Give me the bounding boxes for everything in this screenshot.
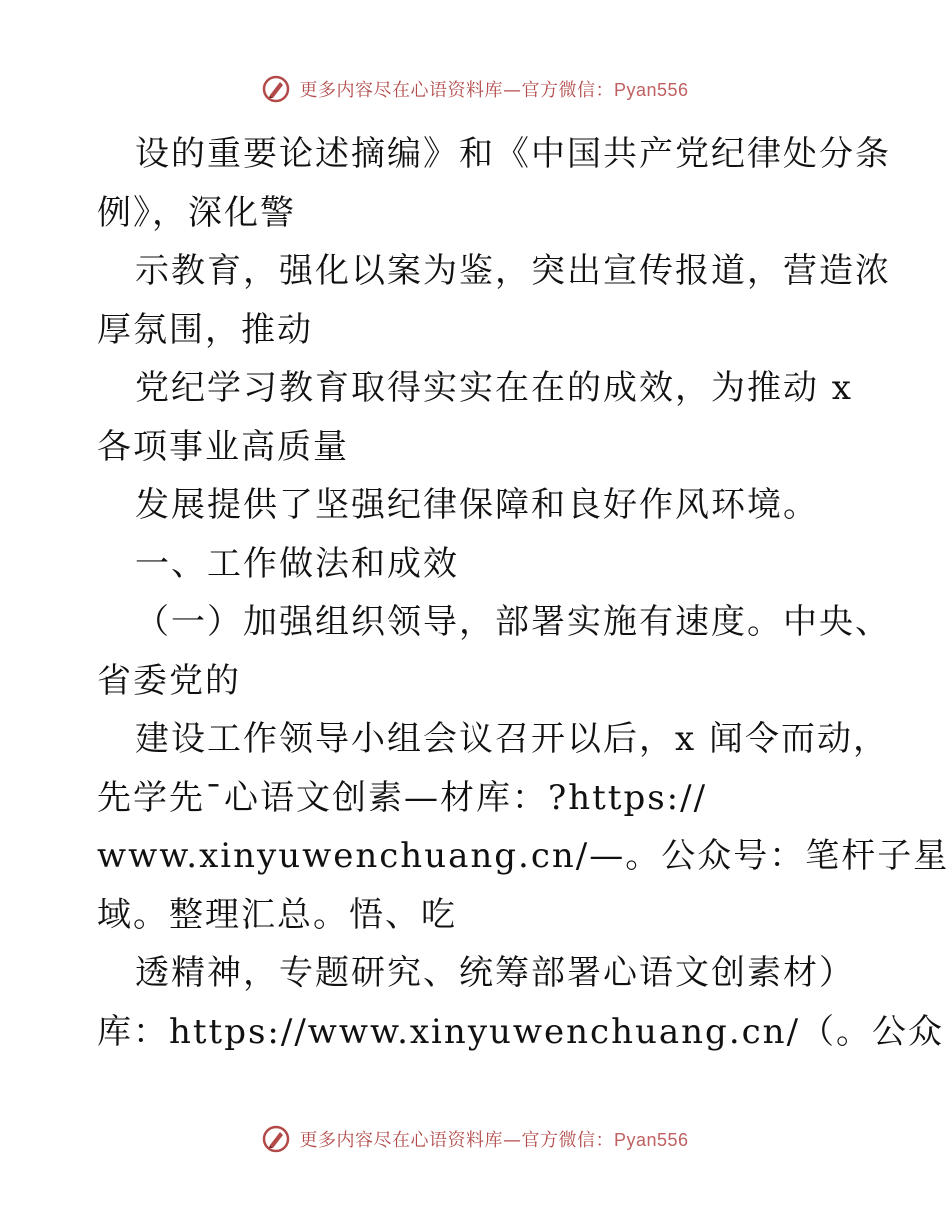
text-line: 例》，深化警 <box>97 192 296 233</box>
document-body <box>97 125 950 1061</box>
watermark-main-text: 更多内容尽在心语资料库—官方微信： <box>299 1130 614 1151</box>
text-line: www.xinyuwenchuang.cn/—。公众号：笔杆子星 <box>97 836 950 876</box>
watermark-text <box>299 1126 688 1152</box>
text-line: 示教育，强化以案为鉴，突出宣传报道，营造浓 <box>135 251 891 291</box>
pen-logo-icon <box>261 1124 291 1154</box>
watermark-main-text: 更多内容尽在心语资料库—官方微信： <box>299 80 614 101</box>
text-line: 域。整理汇总。悟、吃 <box>97 894 457 935</box>
watermark-wechat-id: Pyan556 <box>613 1130 689 1150</box>
text-line: 库：https://www.xinyuwenchuang.cn/（。公众 <box>97 1011 945 1052</box>
text-line: 省委党的 <box>97 660 241 701</box>
text-line: 党纪学习教育取得实实在在的成效，为推动 x <box>135 368 853 408</box>
text-line: 先学先¯心语文创素—材库：?https:// <box>97 777 708 818</box>
text-line: 建设工作领导小组会议召开以后，x 闻令而动， <box>135 719 889 759</box>
text-line: 发展提供了坚强纪律保障和良好作风环境。 <box>135 485 819 525</box>
footer-watermark <box>0 1124 950 1154</box>
text-line: 各项事业高质量 <box>97 426 349 467</box>
watermark-wechat-id: Pyan556 <box>613 80 689 100</box>
text-line: 一、工作做法和成效 <box>135 543 459 584</box>
text-line: 厚氛围，推动 <box>97 309 313 350</box>
watermark-text <box>299 76 688 102</box>
text-line: 透精神，专题研究、统筹部署心语文创素材） <box>135 953 855 993</box>
text-line: 设的重要论述摘编》和《中国共产党纪律处分条 <box>135 134 891 174</box>
text-line: （一）加强组织领导，部署实施有速度。中央、 <box>135 602 891 642</box>
header-watermark <box>0 74 950 104</box>
pen-logo-icon <box>261 74 291 104</box>
